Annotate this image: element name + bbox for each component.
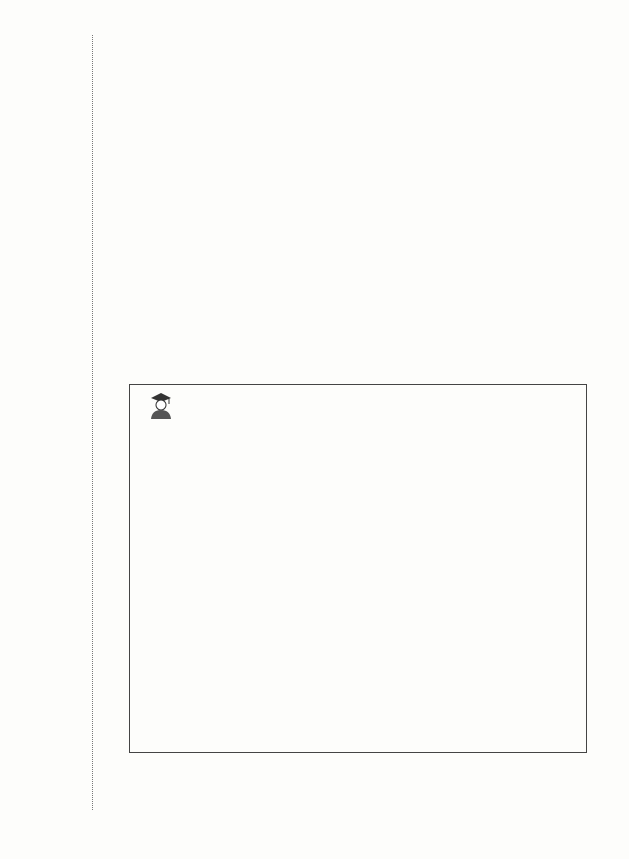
scale-number-row xyxy=(134,421,584,437)
self-assessment-heading-row xyxy=(134,405,584,421)
assessment-table xyxy=(129,384,587,753)
binding-dotted-line xyxy=(92,35,93,810)
